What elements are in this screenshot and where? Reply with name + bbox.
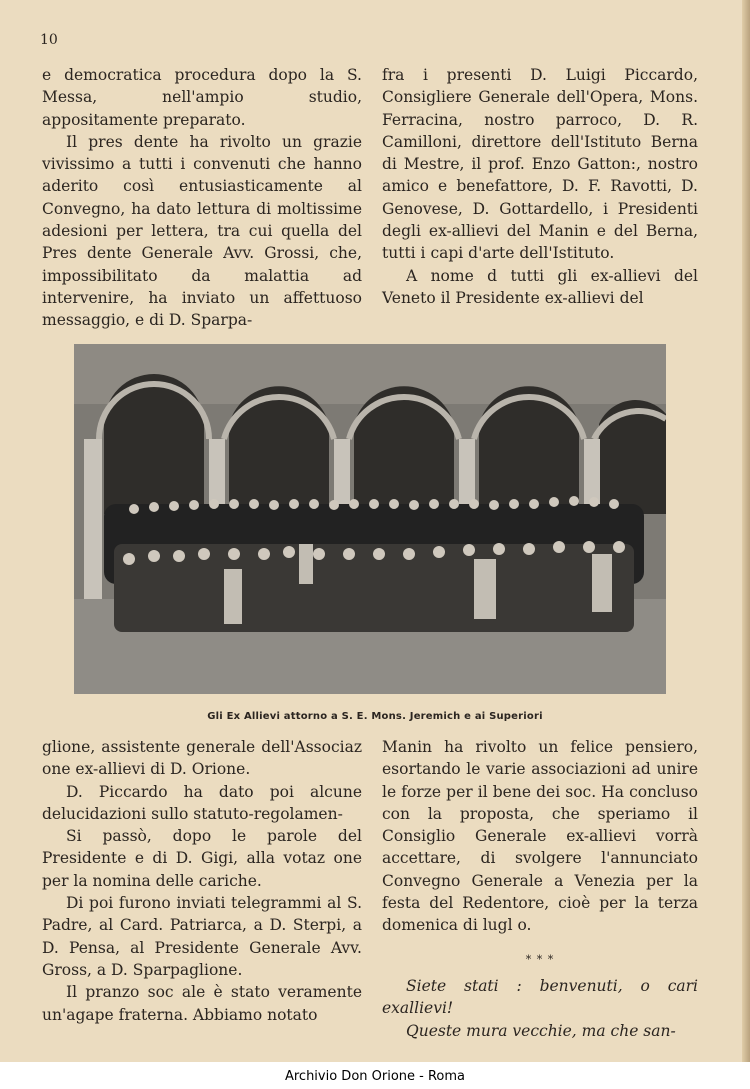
column-top-right <box>382 64 698 309</box>
paragraph: Il pranzo soc ale è stato veramente un'agape fraterna. Abbiamo notato <box>42 983 362 1024</box>
page-number: 10 <box>40 32 58 48</box>
poem-line: Siete stati : benvenuti, o cari exallievi! <box>382 976 698 1018</box>
paragraph: Si passò, dopo le parole del Presidente e di D. Gigi, alla votaz one per la nomina delle cariche. <box>42 827 362 890</box>
column-top-left <box>42 64 362 332</box>
archive-footer: Archivio Don Orione - Roma <box>284 1069 466 1084</box>
paragraph: glione, assistente generale dell'Associaz one ex-allievi di D. Orione. <box>42 738 362 779</box>
column-bottom-right <box>382 736 698 1042</box>
group-photo <box>74 344 666 694</box>
paragraph: D. Piccardo ha dato poi alcune delucidazioni sullo statuto-regolamen- <box>42 782 362 823</box>
paragraph: Manin ha rivolto un felice pensiero, esortando le varie associazioni ad unire le forze per il bene dei soc. Ha concluso con la proposta, che speriamo il Consiglio Generale ex-allievi vorrà accettare, di svolgere l'annunciato Convegno Generale a Venezia per la festa del Redentore, cioè per la terza domenica di lugl o. <box>382 738 698 935</box>
paragraph: fra i presenti D. Luigi Piccardo, Consigliere Generale dell'Opera, Mons. Ferracina, nostro parroco, D. R. Camilloni, direttore dell'Istituto Berna di Mestre, il prof. Enzo Gatton:, nostro amico e benefattore, D. F. Ravotti, D. Genovese, D. Gottardello, i Presidenti degli ex-allievi del Manin e del Berna, tutti i capi d'arte dell'Istituto. <box>382 66 698 263</box>
poem-line: Queste mura vecchie, ma che san- <box>406 1021 676 1040</box>
column-bottom-left <box>42 736 362 1026</box>
photo-caption: Gli Ex Allievi attorno a S. E. Mons. Jeremich e ai Superiori <box>207 711 543 722</box>
paragraph: Di poi furono inviati telegrammi al S. Padre, al Card. Patriarca, a D. Sterpi, a D. Pensa, al Presidente Generale Avv. Gross, a D. Sparpaglione. <box>42 894 362 979</box>
page-edge <box>742 0 750 1089</box>
paragraph: Il pres dente ha rivolto un grazie vivissimo a tutti i convenuti che hanno aderito così entusiasticamente al Convegno, ha dato lettura di moltissime adesioni per lettera, tra cui quella del Pres dente Generale Avv. Grossi, che, impossibilitato da malattia ad intervenire, ha inviato un affettuoso messaggio, e di D. Sparpa- <box>42 132 362 330</box>
paragraph: e democratica procedura dopo la S. Messa, nell'ampio studio, appositamente preparato. <box>42 66 362 129</box>
section-stars: * * * <box>525 952 555 966</box>
paragraph: A nome d tutti gli ex-allievi del Veneto il Presidente ex-allievi del <box>382 266 698 307</box>
